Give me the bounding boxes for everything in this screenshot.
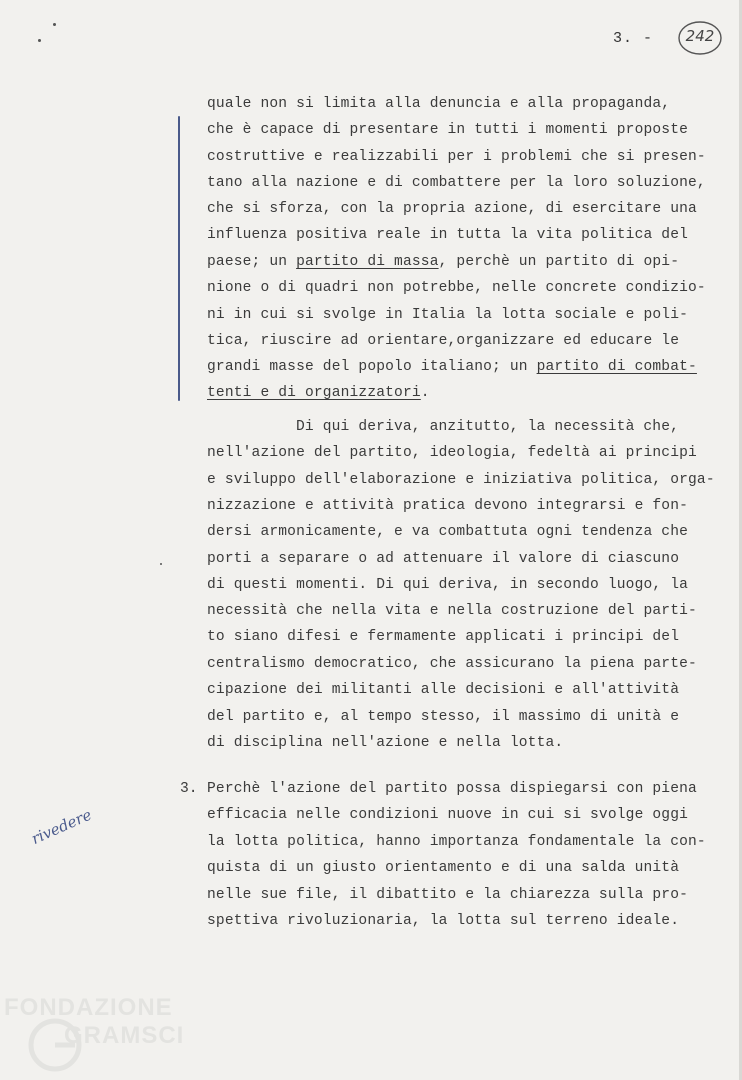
text-line: porti a separare o ad attenuare il valore di ciascuno: [207, 551, 680, 567]
text-line: to siano difesi e fermamente applicati i principi del: [207, 629, 680, 645]
text-line: e sviluppo dell'elaborazione e iniziativa politica, orga-: [207, 472, 715, 488]
text-line: che è capace di presentare in tutti i momenti proposte: [207, 122, 689, 138]
text-line: nizzazione e attività pratica devono integrarsi e fon-: [207, 498, 689, 514]
text-line: [207, 253, 679, 271]
text-line: dersi armonicamente, e va combattuta ogni tendenza che: [207, 524, 689, 540]
watermark-line-1: FONDAZIONE: [4, 994, 173, 1021]
folio-stamp: [676, 18, 724, 58]
underlined-phrase: tenti e di organizzatori: [207, 385, 421, 401]
text-line: tica, riuscire ad orientare,organizzare ed educare le: [207, 333, 680, 349]
text-line: quista di un giusto orientamento e di una salda unità: [207, 860, 680, 876]
text-line: centralismo democratico, che assicurano la piena parte-: [207, 656, 697, 672]
watermark-line-2: GRAMSCI: [64, 1022, 185, 1049]
text-line: quale non si limita alla denuncia e alla propaganda,: [207, 96, 671, 112]
text-line: di disciplina nell'azione e nella lotta.: [207, 735, 564, 751]
text-line: costruttive e realizzabili per i problemi che si presen-: [207, 149, 706, 165]
text-line: necessità che nella vita e nella costruzione del parti-: [207, 603, 697, 619]
page-number: 3. -: [613, 30, 654, 47]
text-line: efficacia nelle condizioni nuove in cui si svolge oggi: [207, 807, 689, 823]
margin-sideline: [178, 116, 180, 401]
text-line: nione o di quadri non potrebbe, nelle concrete condizio-: [207, 280, 706, 296]
text-line: Perchè l'azione del partito possa dispiegarsi con piena: [207, 781, 697, 797]
text-line: del partito e, al tempo stesso, il massimo di unità e: [207, 709, 680, 725]
text-segment: , perchè un partito di opi-: [438, 254, 680, 270]
text-line: Di qui deriva, anzitutto, la necessità che,: [296, 419, 680, 435]
text-line: di questi momenti. Di qui deriva, in secondo luogo, la: [207, 577, 689, 593]
text-segment: paese; un: [207, 254, 297, 270]
text-line: nell'azione del partito, ideologia, fedeltà ai principi: [207, 445, 697, 461]
text-segment: grandi masse del popolo italiano; un: [207, 359, 537, 375]
speck: [38, 39, 41, 42]
handwritten-margin-note: rivedere: [28, 805, 95, 848]
text-line: la lotta politica, hanno importanza fondamentale la con-: [207, 834, 706, 850]
text-line: [207, 358, 697, 376]
item-number: 3.: [180, 781, 198, 797]
text-line: ni in cui si svolge in Italia la lotta sociale e poli-: [207, 307, 689, 323]
text-line: che si sforza, con la propria azione, di esercitare una: [207, 201, 697, 217]
text-line: influenza positiva reale in tutta la vita politica del: [207, 227, 689, 243]
archive-watermark: [0, 992, 200, 1078]
underlined-phrase: partito di massa: [296, 254, 439, 270]
text-line: [207, 384, 430, 402]
speck: [53, 23, 56, 26]
text-line: nelle sue file, il dibattito e la chiarezza sulla pro-: [207, 887, 689, 903]
text-line: spettiva rivoluzionaria, la lotta sul terreno ideale.: [207, 913, 680, 929]
text-segment: .: [420, 385, 430, 401]
text-line: cipazione dei militanti alle decisioni e all'attività: [207, 682, 680, 698]
text-line: tano alla nazione e di combattere per la loro soluzione,: [207, 175, 706, 191]
speck: [160, 563, 162, 565]
folio-number: 242: [685, 27, 715, 45]
underlined-phrase: partito di combat-: [536, 359, 697, 375]
